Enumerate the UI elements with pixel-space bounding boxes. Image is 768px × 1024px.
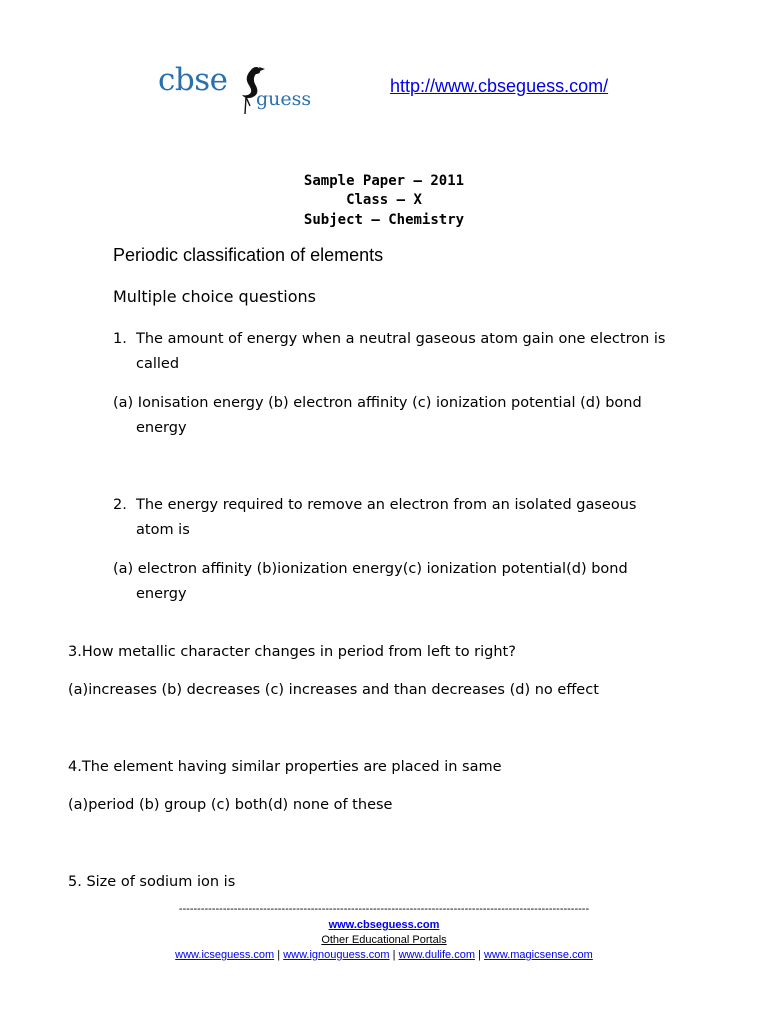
footer-main-link[interactable]: www.cbseguess.com (328, 919, 440, 931)
question-3: 3.How metallic character changes in period from left to right? (68, 644, 516, 660)
footer-link-icseguess[interactable]: www.icseguess.com (175, 949, 275, 961)
logo-cbse-text: cbse (158, 62, 228, 98)
options-text-cont: energy (136, 586, 187, 602)
paper-subject: Subject – Chemistry (303, 212, 465, 228)
footer-links (0, 949, 768, 961)
footer-link-dulife[interactable]: www.dulife.com (398, 949, 475, 961)
question-text-cont: atom is (136, 522, 190, 538)
answer-options-3: (a)increases (b) decreases (c) increases and than decreases (d) no effect (68, 682, 599, 698)
paper-class: Class – X (346, 192, 422, 208)
question-4: 4.The element having similar properties are placed in same (68, 759, 502, 775)
question-number: 2. (113, 497, 127, 513)
options-text: (a) Ionisation energy (b) electron affinity (c) ionization potential (d) bond (113, 395, 642, 411)
logo-guess-text: guess (256, 88, 312, 110)
footer-link-magicsense[interactable]: www.magicsense.com (483, 949, 593, 961)
paper-title: Sample Paper – 2011 (303, 173, 465, 189)
answer-options-1 (113, 391, 673, 451)
question-text-cont: called (136, 356, 180, 372)
link-separator: | (277, 949, 281, 961)
link-separator: | (478, 949, 481, 961)
cbseguess-logo (158, 62, 328, 118)
question-text: The amount of energy when a neutral gaseous atom gain one electron is (136, 331, 666, 347)
footer-main (0, 919, 768, 931)
options-text-cont: energy (136, 420, 187, 436)
question-2 (113, 493, 673, 553)
header-url-link[interactable]: http://www.cbseguess.com/ (390, 76, 609, 96)
footer-portals-label (0, 934, 768, 946)
section-heading: Multiple choice questions (113, 287, 316, 306)
link-separator: | (392, 949, 396, 961)
question-number: 1. (113, 331, 127, 347)
options-text: (a) electron affinity (b)ionization energy(c) ionization potential(d) bond (113, 561, 628, 577)
answer-options-4: (a)period (b) group (c) both(d) none of these (68, 797, 393, 813)
question-5: 5. Size of sodium ion is (68, 874, 236, 890)
answer-options-2 (113, 557, 673, 617)
footer-link-ignouguess[interactable]: www.ignouguess.com (283, 949, 390, 961)
portals-label: Other Educational Portals (321, 934, 447, 946)
question-text: The energy required to remove an electron from an isolated gaseous (136, 497, 637, 513)
question-1 (113, 327, 673, 387)
footer-divider: ---------------------------------------------------------------------------------------------------------------- (178, 903, 590, 915)
topic-heading: Periodic classification of elements (113, 245, 384, 265)
